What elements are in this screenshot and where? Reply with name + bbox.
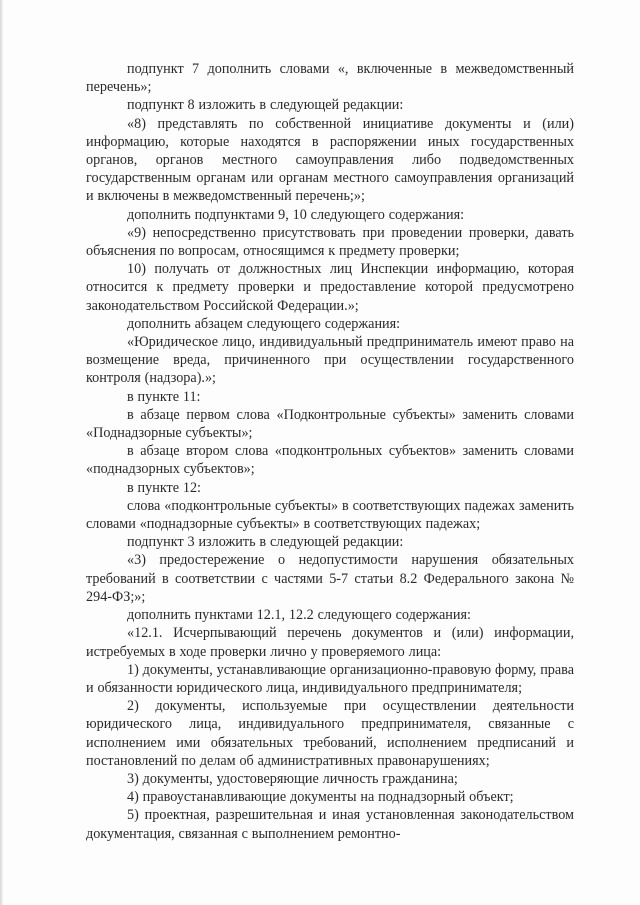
paragraph: 10) получать от должностных лиц Инспекции информацию, которая относится к предмету проверки и предоставление которой предусмотрено законодательством Российской Федерации.»; [86, 261, 574, 314]
paragraph: 4) правоустанавливающие документы на поднадзорный объект; [127, 789, 514, 806]
paragraph: подпункт 7 дополнить словами «, включенные в межведомственный перечень»; [86, 61, 574, 96]
paragraph: дополнить пунктами 12.1, 12.2 следующего содержания: [127, 607, 471, 624]
paragraph: 3) документы, удостоверяющие личность гражданина; [127, 770, 458, 787]
paragraph: 5) проектная, разрешительная и иная установленная законодательством документация, связанная с выполнением ремонтно- [86, 807, 574, 842]
paragraph: дополнить подпунктами 9, 10 следующего содержания: [127, 206, 465, 223]
paragraph: «3) предостережение о недопустимости нарушения обязательных требований в соответствии с частями 5-7 статьи 8.2 Федерального закона № 294-ФЗ;»; [86, 552, 574, 605]
scan-edge-shadow [0, 0, 3, 905]
paragraph: дополнить абзацем следующего содержания: [127, 315, 401, 332]
paragraph: «12.1. Исчерпывающий перечень документов и (или) информации, истребуемых в ходе проверки лично у проверяемого лица: [86, 625, 574, 660]
paragraph: в пункте 12: [127, 479, 202, 496]
paragraph: «Юридическое лицо, индивидуальный предприниматель имеют право на возмещение вреда, причиненного при осуществлении государственного контроля (надзора).»; [86, 334, 574, 387]
paragraph: 2) документы, используемые при осуществлении деятельности юридического лица, индивидуального предпринимателя, связанные с исполнением ими обязательных требований, исполнением предписаний и постановлений по делам об административных правонарушениях; [86, 698, 574, 769]
paragraph: подпункт 8 изложить в следующей редакции: [127, 97, 404, 114]
paragraph: в абзаце первом слова «Подконтрольные субъекты» заменить словами «Поднадзорные субъекты»; [86, 406, 574, 442]
paragraph: 1) документы, устанавливающие организационно-правовую форму, права и обязанности юридического лица, индивидуального предпринимателя; [86, 661, 574, 696]
paragraph: подпункт 3 изложить в следующей редакции: [127, 534, 404, 551]
paragraph: «8) представлять по собственной инициативе документы и (или) информацию, которые находятся в распоряжении иных государственных органов, органов местного самоуправления либо подведомственных государственным органам или органам местного самоуправления организаций и включены в межведомственный перечень;»; [86, 115, 574, 205]
paragraph: в пункте 11: [127, 388, 201, 405]
paragraph: «9) непосредственно присутствовать при проведении проверки, давать объяснения по вопросам, относящимся к предмету проверки; [86, 224, 574, 260]
paragraph: в абзаце втором слова «подконтрольных субъектов» заменить словами «поднадзорных субъектов»; [86, 443, 574, 478]
paragraph: слова «подконтрольные субъекты» в соответствующих падежах заменить словами «поднадзорные субъекты» в соответствующих падежах; [86, 497, 574, 533]
document-body [86, 60, 574, 843]
